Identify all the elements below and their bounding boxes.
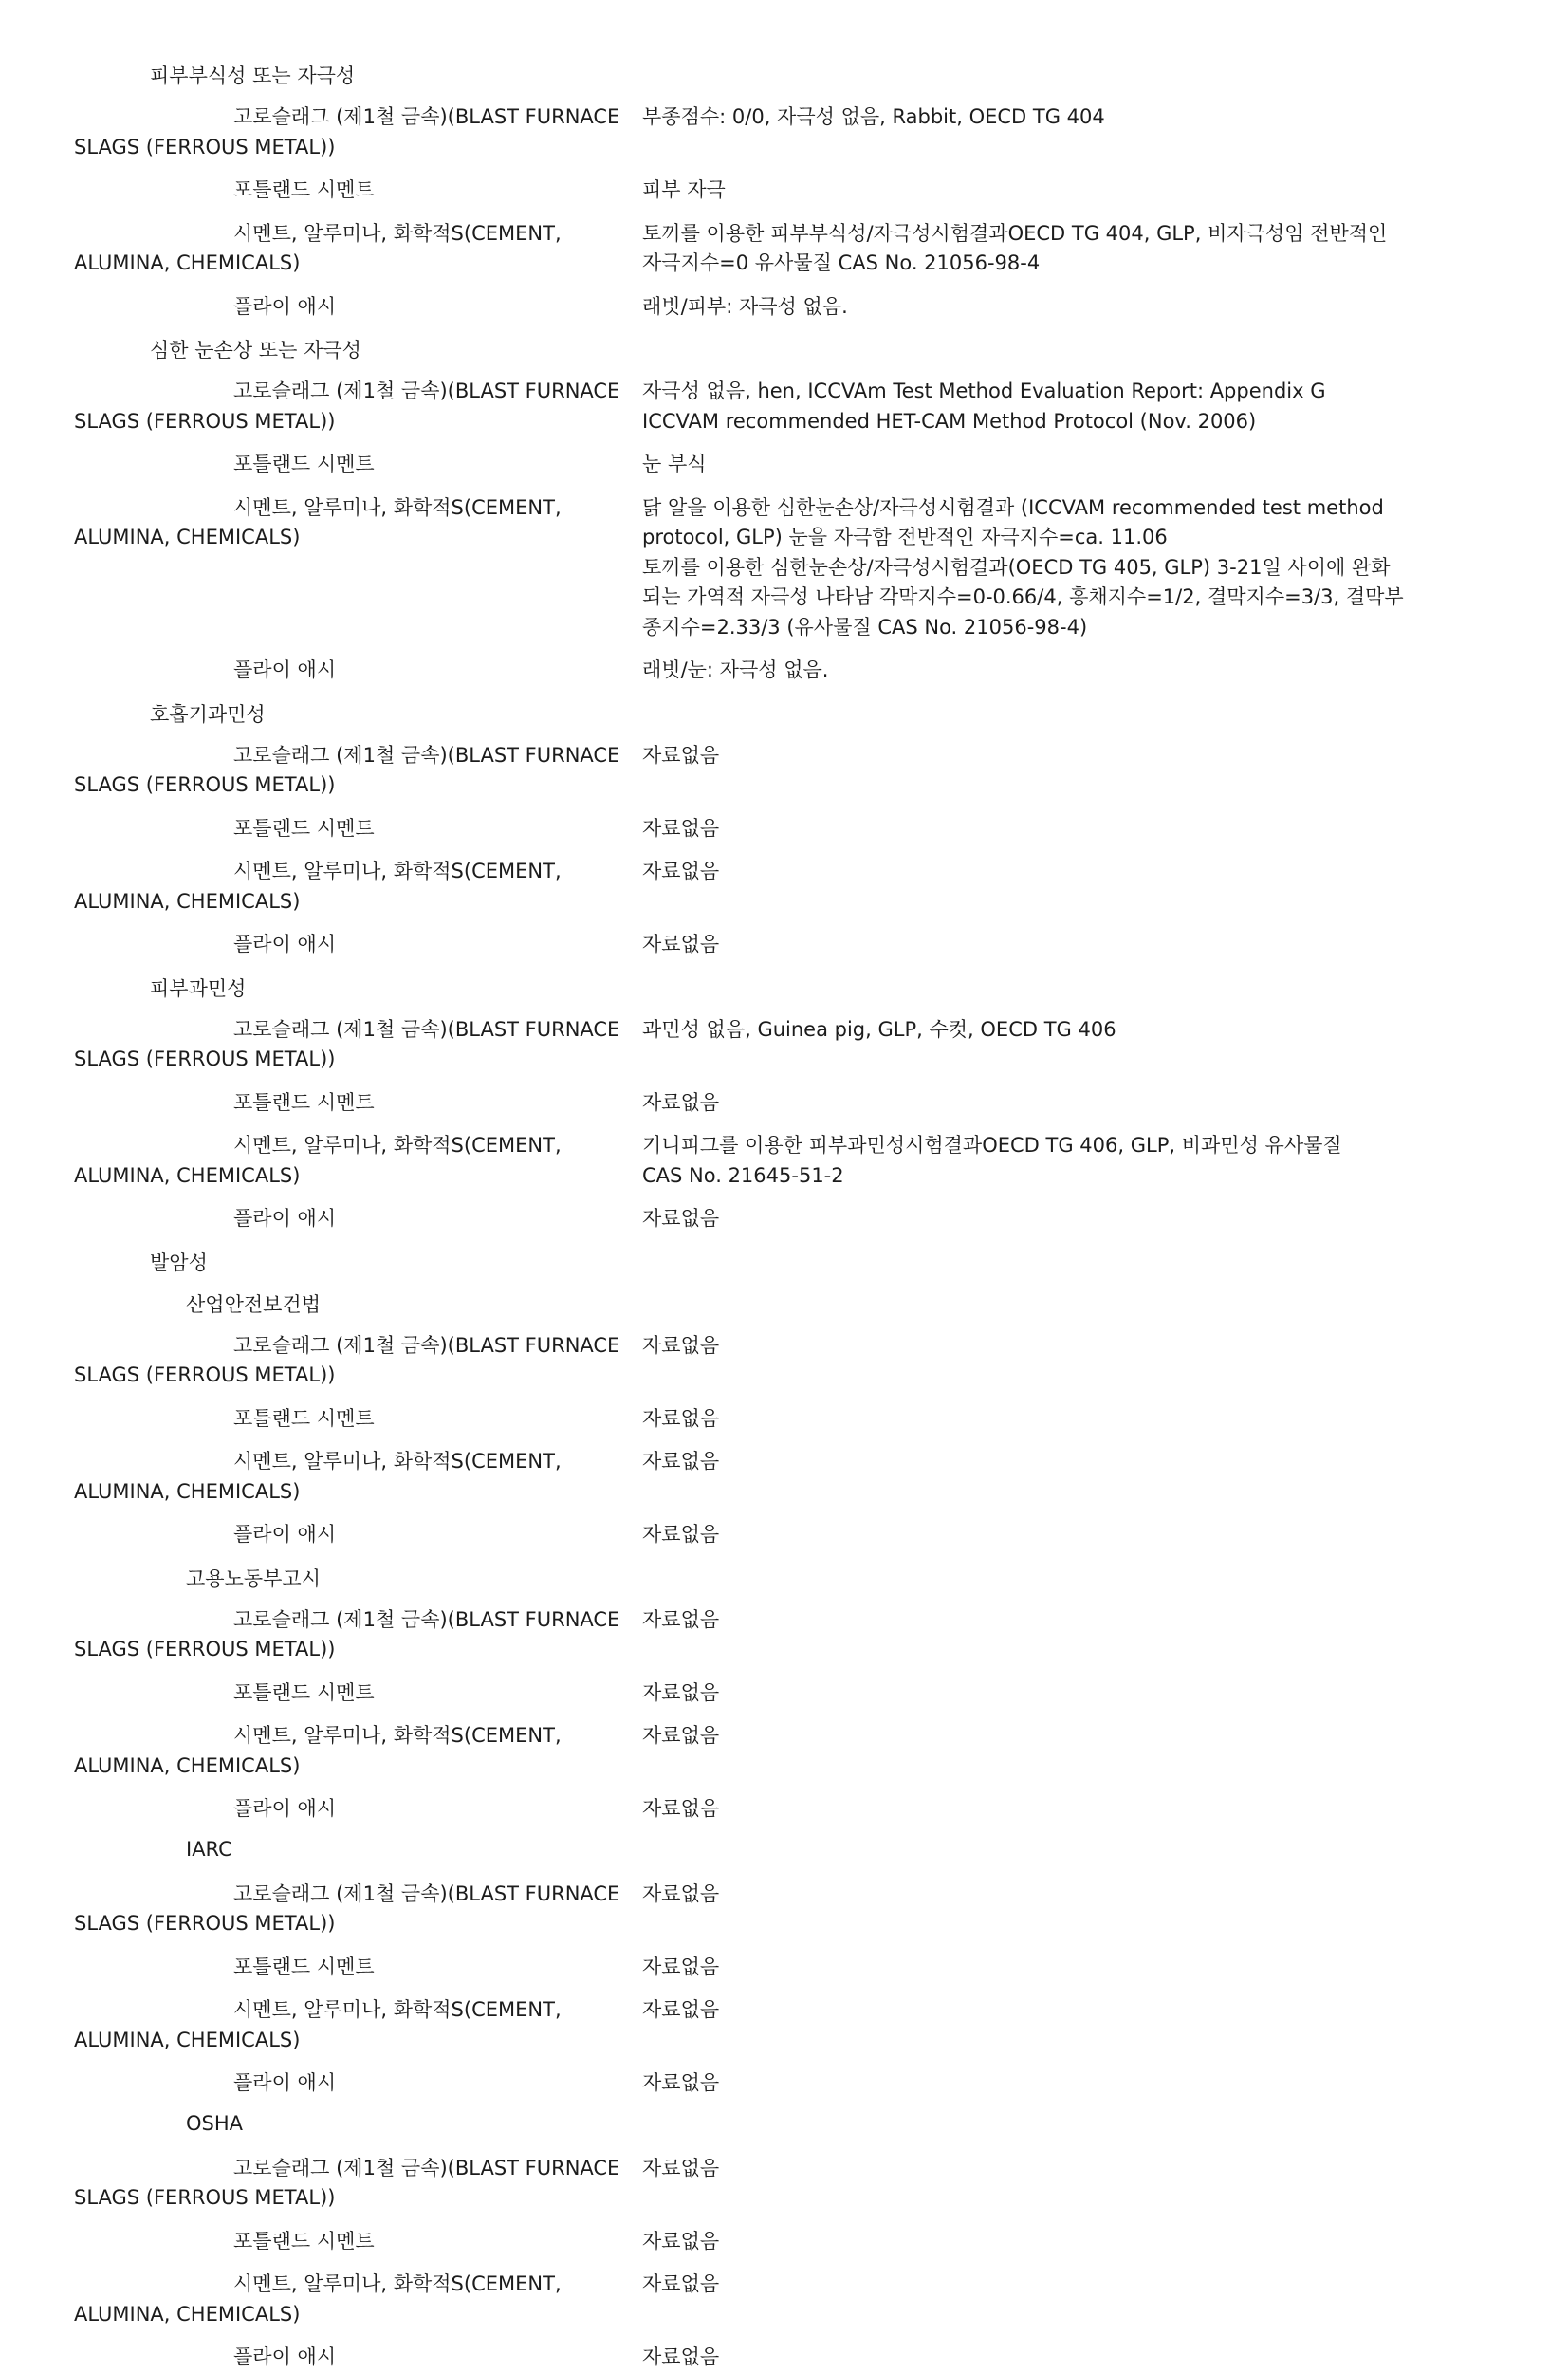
substance-result: [642, 656, 1420, 686]
substance-name: [74, 1995, 643, 2055]
result-line: 자료없음: [642, 1680, 720, 1704]
substance-name-line: 시멘트, 알루미나, 화학적S(CEMENT,: [233, 1724, 562, 1747]
substance-name-line: 플라이 애시: [233, 1207, 337, 1230]
result-line: 자극성 없음, hen, ICCVAm Test Method Evaluation Report: Appendix G: [642, 380, 1326, 402]
result-line: 자료없음: [642, 1090, 720, 1114]
substance-name-line: SLAGS (FERROUS METAL)): [74, 409, 336, 433]
substance-name-line: 시멘트, 알루미나, 화학적S(CEMENT,: [233, 2272, 562, 2295]
result-line: 기니피그를 이용한 피부과민성시험결과OECD TG 406, GLP, 비과민성 유사물질: [642, 1134, 1342, 1157]
substance-name-line: 고로슬래그 (제1철 금속)(BLAST FURNACE: [233, 743, 620, 767]
substance-name-line: 포틀랜드 시멘트: [233, 816, 375, 840]
result-line: 과민성 없음, Guinea pig, GLP, 수컷, OECD TG 406: [642, 1017, 1116, 1041]
substance-name: [74, 1015, 643, 1075]
result-line: 자료없음: [642, 1607, 720, 1631]
substance-name: [74, 2154, 643, 2214]
substance-name-line: 시멘트, 알루미나, 화학적S(CEMENT,: [233, 1998, 562, 2021]
section-heading: 피부과민성: [150, 976, 247, 1000]
substance-result: [642, 1088, 1420, 1119]
substance-result: [642, 857, 1420, 887]
result-line: 자료없음: [642, 2345, 720, 2368]
substance-result: [642, 1131, 1420, 1191]
substance-result: [642, 2068, 1420, 2099]
substance-result: [642, 493, 1420, 643]
substance-name-line: 시멘트, 알루미나, 화학적S(CEMENT,: [233, 1450, 562, 1473]
result-line: 래빗/피부: 자극성 없음.: [642, 294, 848, 318]
substance-name-line: SLAGS (FERROUS METAL)): [74, 2186, 336, 2209]
substance-name-line: 플라이 애시: [233, 2071, 337, 2094]
result-line: 자료없음: [642, 2229, 720, 2252]
result-line: 토끼를 이용한 심한눈손상/자극성시험결과(OECD TG 405, GLP) 3-21일 사이에 완화: [642, 555, 1391, 579]
substance-result: [642, 814, 1420, 844]
substance-name-line: 포틀랜드 시멘트: [233, 2229, 375, 2252]
substance-name: [74, 1520, 643, 1550]
substance-name-line: SLAGS (FERROUS METAL)): [74, 135, 336, 158]
substance-result: [642, 1794, 1420, 1825]
substance-name-line: 고로슬래그 (제1철 금속)(BLAST FURNACE: [233, 1017, 620, 1041]
result-line: 되는 가역적 자극성 나타남 각막지수=0-0.66/4, 홍채지수=1/2, 결막지수=3/3, 결막부: [642, 585, 1404, 608]
result-line: 닭 알을 이용한 심한눈손상/자극성시험결과 (ICCVAM recommended test method: [642, 495, 1384, 519]
substance-result: [642, 377, 1420, 436]
substance-name-line: ALUMINA, CHEMICALS): [74, 251, 301, 274]
result-line: 눈 부식: [642, 453, 707, 475]
substance-name: [74, 219, 643, 279]
result-line: 자료없음: [642, 1882, 720, 1905]
substance-name: [74, 377, 643, 436]
result-line: 래빗/눈: 자극성 없음.: [642, 658, 829, 681]
substance-result: [642, 102, 1420, 133]
substance-name: [74, 1404, 643, 1435]
section-heading: 심한 눈손상 또는 자극성: [150, 339, 361, 362]
substance-name-line: ALUMINA, CHEMICALS): [74, 889, 301, 913]
substance-result: [642, 1721, 1420, 1752]
substance-result: [642, 2270, 1420, 2300]
substance-name-line: 시멘트, 알루미나, 화학적S(CEMENT,: [233, 1134, 562, 1157]
subsection-heading: OSHA: [186, 2111, 244, 2135]
substance-result: [642, 1520, 1420, 1550]
result-line: 자료없음: [642, 816, 720, 840]
substance-result: [642, 176, 1420, 206]
substance-result: [642, 1447, 1420, 1477]
result-line: 자료없음: [642, 860, 720, 882]
substance-name: [74, 1204, 643, 1234]
result-line: 자료없음: [642, 933, 720, 955]
substance-result: [642, 2343, 1420, 2373]
result-line: 자료없음: [642, 1998, 720, 2021]
substance-name: [74, 2270, 643, 2329]
substance-result: [642, 1995, 1420, 2026]
substance-result: [642, 1204, 1420, 1234]
substance-name: [74, 176, 643, 206]
result-line: 부종점수: 0/0, 자극성 없음, Rabbit, OECD TG 404: [642, 105, 1105, 128]
substance-name: [74, 450, 643, 480]
substance-name-line: 고로슬래그 (제1철 금속)(BLAST FURNACE: [233, 2156, 620, 2179]
substance-name: [74, 1678, 643, 1709]
substance-name-line: ALUMINA, CHEMICALS): [74, 1753, 301, 1777]
substance-result: [642, 1678, 1420, 1709]
substance-result: [642, 1015, 1420, 1046]
subsection-heading: 고용노동부고시: [186, 1567, 322, 1590]
substance-name: [74, 1088, 643, 1119]
substance-result: [642, 1331, 1420, 1362]
substance-name: [74, 1880, 643, 1939]
substance-name-line: 고로슬래그 (제1철 금속)(BLAST FURNACE: [233, 1333, 620, 1357]
substance-name-line: ALUMINA, CHEMICALS): [74, 1163, 301, 1187]
substance-name: [74, 1721, 643, 1781]
result-line: 자료없음: [642, 2272, 720, 2295]
section-heading: 피부부식성 또는 자극성: [150, 65, 356, 87]
substance-name-line: 고로슬래그 (제1철 금속)(BLAST FURNACE: [233, 1607, 620, 1631]
result-line: 자료없음: [642, 1406, 720, 1430]
substance-name: [74, 1794, 643, 1825]
substance-name: [74, 857, 643, 917]
substance-name-line: 고로슬래그 (제1철 금속)(BLAST FURNACE: [233, 380, 620, 402]
substance-name: [74, 1447, 643, 1507]
substance-name-line: 포틀랜드 시멘트: [233, 1680, 375, 1704]
result-line: 자료없음: [642, 1523, 720, 1546]
substance-name-line: 포틀랜드 시멘트: [233, 1406, 375, 1430]
substance-name-line: SLAGS (FERROUS METAL)): [74, 1363, 336, 1386]
substance-result: [642, 2227, 1420, 2257]
substance-name: [74, 1331, 643, 1391]
substance-name: [74, 2068, 643, 2099]
substance-name-line: SLAGS (FERROUS METAL)): [74, 1638, 336, 1660]
result-line: 자료없음: [642, 1333, 720, 1357]
result-line: 자료없음: [642, 743, 720, 767]
substance-name-line: 포틀랜드 시멘트: [233, 1090, 375, 1114]
substance-result: [642, 1880, 1420, 1910]
substance-name: [74, 741, 643, 801]
substance-name-line: 포틀랜드 시멘트: [233, 178, 375, 201]
subsection-heading: 산업안전보건법: [186, 1292, 322, 1316]
section-heading: 호흡기과민성: [150, 702, 266, 726]
substance-name-line: SLAGS (FERROUS METAL)): [74, 1912, 336, 1935]
substance-name: [74, 493, 643, 553]
substance-result: [642, 450, 1420, 480]
substance-name: [74, 2343, 643, 2373]
substance-name-line: 플라이 애시: [233, 1797, 337, 1820]
substance-name-line: 포틀랜드 시멘트: [233, 453, 375, 475]
subsection-heading: IARC: [186, 1837, 232, 1861]
substance-result: [642, 1404, 1420, 1435]
substance-name: [74, 1953, 643, 1983]
section-heading: 발암성: [150, 1251, 208, 1274]
substance-name-line: 플라이 애시: [233, 294, 337, 318]
result-line: 자료없음: [642, 1724, 720, 1747]
substance-result: [642, 2154, 1420, 2184]
substance-name: [74, 292, 643, 323]
result-line: 토끼를 이용한 피부부식성/자극성시험결과OECD TG 404, GLP, 비자극성임 전반적인: [642, 221, 1388, 245]
substance-name: [74, 2227, 643, 2257]
substance-name: [74, 814, 643, 844]
substance-name: [74, 1605, 643, 1665]
substance-name-line: 고로슬래그 (제1철 금속)(BLAST FURNACE: [233, 1882, 620, 1905]
substance-result: [642, 930, 1420, 960]
substance-result: [642, 1605, 1420, 1636]
substance-name-line: 플라이 애시: [233, 1523, 337, 1546]
substance-name-line: ALUMINA, CHEMICALS): [74, 1479, 301, 1503]
substance-name-line: ALUMINA, CHEMICALS): [74, 526, 301, 548]
substance-name-line: 고로슬래그 (제1철 금속)(BLAST FURNACE: [233, 105, 620, 128]
result-line: 자료없음: [642, 1450, 720, 1473]
result-line: 자료없음: [642, 1207, 720, 1230]
substance-result: [642, 741, 1420, 771]
substance-name-line: 포틀랜드 시멘트: [233, 1955, 375, 1978]
substance-name-line: SLAGS (FERROUS METAL)): [74, 1047, 336, 1070]
result-line: 자극지수=0 유사물질 CAS No. 21056-98-4: [642, 251, 1041, 274]
substance-result: [642, 219, 1420, 279]
substance-name: [74, 102, 643, 162]
substance-name: [74, 1131, 643, 1191]
substance-name-line: 시멘트, 알루미나, 화학적S(CEMENT,: [233, 495, 562, 519]
result-line: 자료없음: [642, 1797, 720, 1820]
substance-name: [74, 656, 643, 686]
substance-name-line: 시멘트, 알루미나, 화학적S(CEMENT,: [233, 860, 562, 882]
substance-result: [642, 292, 1420, 323]
result-line: 자료없음: [642, 2156, 720, 2179]
result-line: 종지수=2.33/3 (유사물질 CAS No. 21056-98-4): [642, 615, 1088, 639]
substance-name-line: 플라이 애시: [233, 2345, 337, 2368]
substance-name: [74, 930, 643, 960]
substance-result: [642, 1953, 1420, 1983]
result-line: 피부 자극: [642, 178, 726, 201]
substance-name-line: 시멘트, 알루미나, 화학적S(CEMENT,: [233, 221, 562, 245]
result-line: protocol, GLP) 눈을 자극함 전반적인 자극지수=ca. 11.06: [642, 526, 1168, 548]
result-line: ICCVAM recommended HET-CAM Method Protocol (Nov. 2006): [642, 409, 1257, 433]
substance-name-line: 플라이 애시: [233, 933, 337, 955]
substance-name-line: 플라이 애시: [233, 658, 337, 681]
result-line: 자료없음: [642, 1955, 720, 1978]
result-line: CAS No. 21645-51-2: [642, 1163, 844, 1187]
substance-name-line: SLAGS (FERROUS METAL)): [74, 773, 336, 796]
substance-name-line: ALUMINA, CHEMICALS): [74, 2028, 301, 2051]
result-line: 자료없음: [642, 2071, 720, 2094]
substance-name-line: ALUMINA, CHEMICALS): [74, 2302, 301, 2326]
